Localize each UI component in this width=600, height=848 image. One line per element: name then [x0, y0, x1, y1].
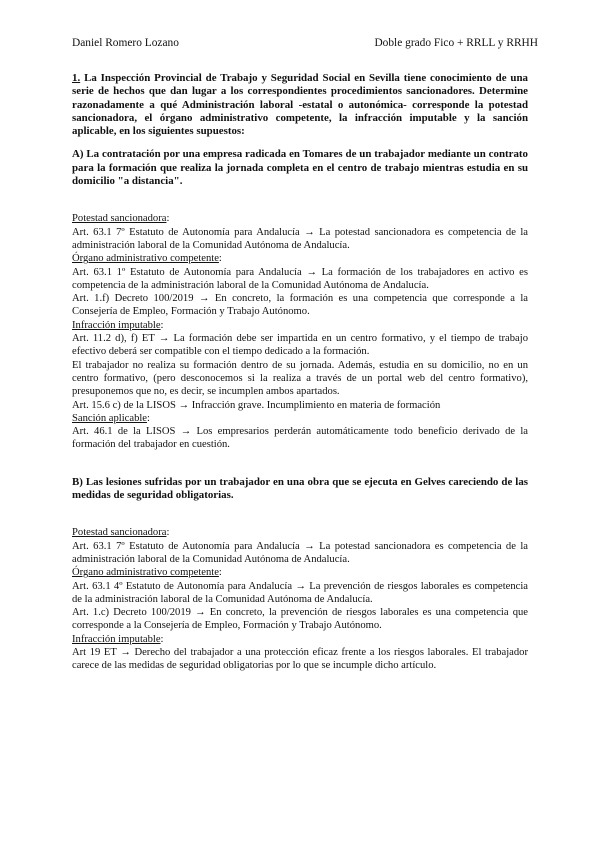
section-b-organo-label: Órgano administrativo competente — [72, 567, 219, 579]
section-b-infraccion-label: Infracción imputable — [72, 633, 161, 645]
section-b-organo-heading: Órgano administrativo competente: — [72, 567, 222, 579]
question-statement — [72, 72, 528, 138]
question-text: La Inspección Provincial de Trabajo y Seguridad Social en Sevilla tiene conocimiento de una serie de hechos que dan lugar a los correspondientes procedimientos sancionadores. Determine razonadamente a qué Administración laboral -estatal o autonómica- corresponde la potestad sancionadora, el órgano administrativo competente, la infracción imputable y la sanción aplicable, en los siguientes supuestos: — [72, 72, 528, 138]
section-a-infraccion-heading: Infracción imputable: — [72, 319, 164, 331]
section-b-title: B) Las lesiones sufridas por un trabajador en una obra que se ejecuta en Gelves careciendo de las medidas de seguridad obligatorias. — [72, 475, 528, 502]
section-b-infraccion-text-1: Art 19 ET → Derecho del trabajador a una protección eficaz frente a los riesgos laborales. El trabajador carece de las medidas de seguridad obligatorias por lo que se incumple dicho artículo. — [72, 646, 528, 672]
section-a-organo-text-1: Art. 63.1 1º Estatuto de Autonomía para Andalucía → La formación de los trabajadores en activo es competencia de la administración laboral de la Comunidad Autónoma de Andalucía. — [72, 266, 528, 291]
section-a-infraccion-text-3: Art. 15.6 c) de la LISOS → Infracción grave. Incumplimiento en materia de formación — [72, 399, 441, 411]
section-b-infraccion-heading: Infracción imputable: — [72, 633, 164, 645]
section-a-potestad-text: Art. 63.1 7º Estatuto de Autonomía para Andalucía → La potestad sancionadora es competencia de la administración laboral de la Comunidad Autónoma de Andalucía. — [72, 226, 528, 251]
section-a-infraccion-text-1: Art. 11.2 d), f) ET → La formación debe ser impartida en un centro formativo, y el tiempo de trabajo efectivo deberá ser compatible con el tiempo dedicado a la formación. — [72, 333, 528, 358]
section-a-sancion-heading: Sanción aplicable: — [72, 412, 150, 424]
section-b-organo-text-2: Art. 1.c) Decreto 100/2019 → En concreto, la prevención de riesgos laborales es una competencia que corresponde a la Consejería de Empleo, Formación y Trabajo Autónomo. — [72, 607, 528, 632]
question-number: 1. — [72, 72, 81, 84]
section-a-organo-heading: Órgano administrativo competente: — [72, 253, 222, 265]
section-a-title: A) La contratación por una empresa radicada en Tomares de un trabajador mediante un contrato para la formación que realiza la jornada completa en el centro de trabajo mientras estudia en su domicilio "a distancia". — [72, 148, 528, 188]
section-a-infraccion-text-2: El trabajador no realiza su formación dentro de su jornada. Además, estudia en su domicilio, no en un centro formativo, (pero desconocemos si la realiza a través de un portal web del centro formativo), presuponemos que no, es decir, se incumplen ambos apartados. — [72, 359, 528, 398]
section-b-organo-text-1: Art. 63.1 4º Estatuto de Autonomía para Andalucía → La prevención de riesgos laborales es competencia de la administración laboral de la Comunidad Autónoma de Andalucía. — [72, 580, 528, 605]
course-name: Doble grado Fico + RRLL y RRHH — [374, 37, 538, 49]
section-a-potestad-label: Potestad sancionadora — [72, 213, 167, 225]
page-header — [72, 36, 538, 50]
section-b-potestad-label: Potestad sancionadora — [72, 527, 167, 539]
document-body — [72, 72, 528, 673]
section-a-potestad-heading: Potestad sancionadora: — [72, 213, 170, 225]
section-a-sancion-text: Art. 46.1 de la LISOS → Los empresarios perderán automáticamente todo beneficio derivado de la formación del trabajador en cuestión. — [72, 426, 528, 451]
section-a-sancion-label: Sanción aplicable — [72, 412, 148, 424]
section-b-potestad-heading: Potestad sancionadora: — [72, 527, 170, 539]
section-a-infraccion-label: Infracción imputable — [72, 319, 161, 331]
section-a-organo-text-2: Art. 1.f) Decreto 100/2019 → En concreto, la formación es una competencia que corresponde a la Consejería de Empleo, Formación y Trabajo Autónomo. — [72, 293, 528, 318]
section-b-potestad-text: Art. 63.1 7º Estatuto de Autonomía para Andalucía → La potestad sancionadora es competencia de la administración laboral de la Comunidad Autónoma de Andalucía. — [72, 540, 528, 565]
section-a-organo-label: Órgano administrativo competente — [72, 253, 219, 265]
author-name: Daniel Romero Lozano — [72, 37, 179, 49]
